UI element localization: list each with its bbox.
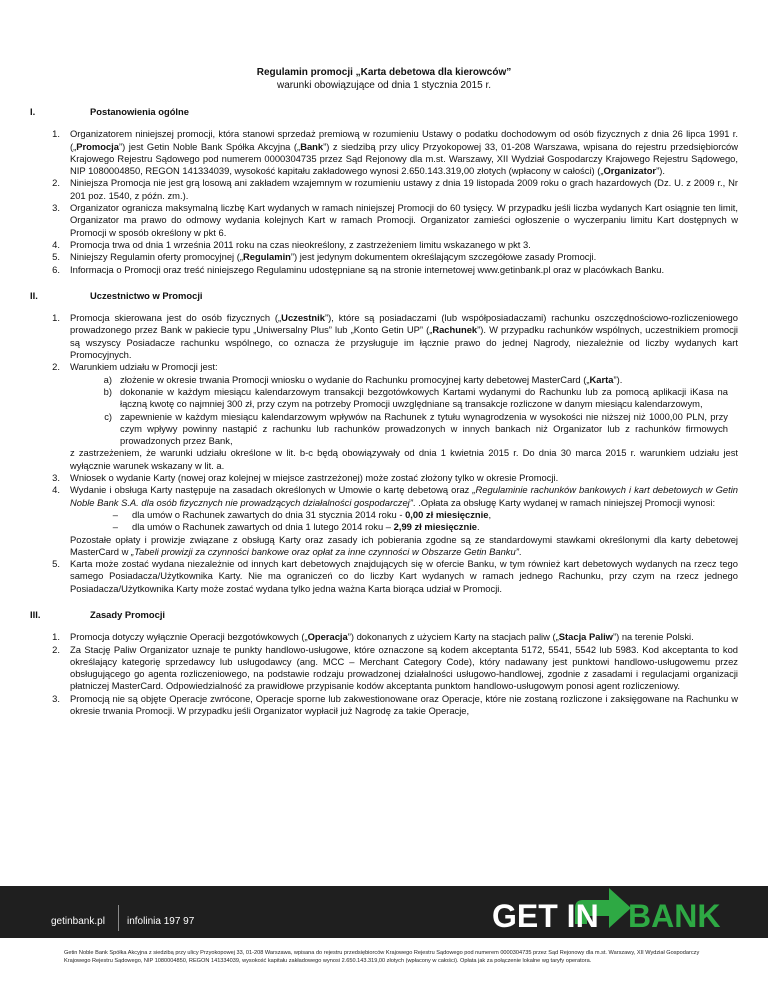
list-item (30, 631, 738, 643)
item-number: 5. (52, 558, 60, 570)
list-item (30, 128, 738, 177)
list-item (30, 239, 738, 251)
fee-text: dla umów o Rachunek zawartych do dnia 31 stycznia 2014 roku - 0,00 zł miesięcznie, (132, 508, 492, 520)
list-item (30, 558, 738, 595)
item-number: 6. (52, 263, 60, 275)
section-title: Zasady Promocji (90, 608, 166, 620)
list-item (30, 264, 738, 276)
dash-bullet: – (112, 521, 118, 533)
item-text: Organizatorem niniejszej promocji, która stanowi sprzedaż premiową w rozumieniu Ustawy o podatku dochodowym od osób fizycznych z dnia 26 lipca 1991 r. („Promocja”) jest Getin Noble Bank Spółka Akcyjna („Bank”) z siedzibą przy ulicy Przyokopowej 33, 01-208 Warszawa, wpisana do rejestru przedsiębiorców Krajowego Rejestru Sądowego pod numerem 0000304735 przez Sąd Rejonowy dla m.st. Warszawy, XII Wydział Gospodarczy Krajowego Rejestru Sądowego, NIP 1080004850, REGON 141334039, wysokość kapitału zakładowego wynosi 2.650.143.319,00 złotych (wpłacony w całości) („Organizator”). (70, 128, 738, 177)
sub-letter: c) (104, 410, 112, 422)
section-list (30, 128, 738, 276)
item-text: Karta może zostać wydana niezależnie od innych kart debetowych znajdujących się w ofercie Banku, w tym również kart debetowych wydanych na rzecz tego samego Posiadacza/Użytkownika Karty. Nie ma ograniczeń co do liczby Kart wydanych w ramach jednego Rachunku, przy czym na rzecz jednego Posiadacza/Użytkownika Karty może zostać wydana tylko jedna ważna Karta biorąca udział w Promocji. (70, 558, 738, 594)
section-heading (30, 290, 738, 302)
item-text: Promocja skierowana jest do osób fizycznych („Uczestnik”), które są posiadaczami (lub współposiadaczami) rachunku oszczędnościowo-rozliczeniowego prowadzonego przez Bank w pakiecie typu „Uniwersalny Plus” lub „Konto Getin UP” („Rachunek”). W przypadku rachunków wspólnych, uczestnikiem promocji są wszyscy Posiadacze rachunku wspólnego, co oznacza że przysługuje im łącznie prawo do jednej Nagrody, niezależnie od liczby wydanych kart Promocyjnych. (70, 312, 738, 361)
list-item (30, 644, 738, 693)
item-number: 2. (52, 361, 60, 373)
sub-letter: a) (103, 373, 112, 385)
sub-item (30, 374, 738, 386)
fees-paragraph: Pozostałe opłaty i prowizje związane z obsługą Karty oraz zasady ich pobierania zgodne są ze standardowymi stawkami określonymi dla karty debetowej MasterCard w „Tabeli prowizji za czynności bankowe oraz opłat za inne czynności w Obszarze Getin Banku”. (70, 533, 738, 557)
item-number: 5. (52, 251, 60, 263)
list-item (30, 693, 738, 718)
sub-text: zapewnienie w każdym miesiącu kalendarzowym wpływów na Rachunek z tytułu wynagrodzenia w wysokości nie niższej niż 1000,00 PLN, przy czym wpływy powinny nastąpić z rachunku lub rachunków prowadzonych w innych bankach niż Organizator lub z rachunków firmowych prowadzonych przez Bank, (120, 410, 728, 447)
section-heading (30, 106, 738, 118)
legal-notice: Getin Noble Bank Spółka Akcyjna z siedzibą przy ulicy Przyokopowej 33, 01-208 Warszawa, wpisana do rejestru przedsiębiorców Krajowego Rejestru Sądowego pod numerem 0000304735 przez Sąd Rejonowy dla m.st. Warszawy, XII Wydział Gospodarczy Krajowego Rejestru Sądowego, NIP 1080004850, REGON 141334039, wysokość kapitału zakładowego wynosi 2.650.143.319,00 złotych (wpłacony w całości). Opłata jak za połączenie lokalne wg taryfy operatora. (64, 950, 700, 964)
item-number: 1. (52, 312, 60, 324)
logo-text-primary: GET IN (492, 898, 599, 934)
dash-bullet: – (112, 508, 118, 520)
section-heading (30, 609, 738, 621)
section-number: II. (30, 289, 38, 301)
fee-line (30, 521, 738, 533)
item-text: Za Stację Paliw Organizator uznaje te punkty handlowo-usługowe, które oznaczone są kodem akceptanta 5172, 5541, 5542 lub 5983. Kod akceptanta to kod określający kategorię sprzedawcy lub usługodawcy (ang. MCC – Merchant Category Code), który nadawany jest punktowi handlowo-usługowemu przez obsługującego go agenta rozliczeniowego, na podstawie rodzaju prowadzonej działalności usługowo-handlowej, zgodnie z zasadami i regulacjami organizacji płatniczej MasterCard. Odpowiedzialność za prawidłowe przypisanie kodów akceptanta punktom handlowo-usługowym ponosi agent rozliczeniowy. (70, 643, 738, 692)
sub-item (30, 386, 738, 411)
fee-text: dla umów o Rachunek zawartych od dnia 1 lutego 2014 roku – 2,99 zł miesięcznie. (132, 521, 480, 533)
section-list (30, 631, 738, 717)
item-number: 3. (52, 692, 60, 704)
logo-text-secondary: BANK (628, 898, 721, 934)
item-text: Wydanie i obsługa Karty następuje na zasadach określonych w Umowie o kartę debetową oraz „Regulaminie rachunków bankowych i kart debetowych w Getin Noble Bank S.A. dla osób fizycznych nie prowadzących działalności gospodarczej”. .Opłata za obsługę Karty wydanej w ramach niniejszej Promocji wynosi: (70, 484, 738, 508)
restriction-paragraph: z zastrzeżeniem, że warunki udziału określone w lit. b-c będą obowiązywały od dnia 1 kwietnia 2015 r. Do dnia 30 marca 2015 r. warunkiem udziału jest wyłącznie warunek wskazany w lit. a. (70, 447, 738, 471)
item-number: 3. (52, 472, 60, 484)
item-number: 2. (52, 643, 60, 655)
item-number: 3. (52, 202, 60, 214)
footer-phone: infolinia 197 97 (127, 916, 195, 927)
item-text: Promocja dotyczy wyłącznie Operacji bezgotówkowych („Operacja”) dokonanych z użyciem Karty na stacjach paliw („Stacja Paliw”) na terenie Polski. (70, 631, 694, 643)
sub-text: złożenie w okresie trwania Promocji wniosku o wydanie do Rachunku promocyjnej karty debetowej MasterCard („Karta”). (120, 373, 623, 385)
item-number: 4. (52, 238, 60, 250)
item-text: Organizator ogranicza maksymalną liczbę Kart wydanych w ramach niniejszej Promocji do 60 tysięcy. W przypadku jeśli liczba wydanych Kart osiągnie ten limit, Organizator ma prawo do odmowy wydania kolejnych Kart w ramach Promocji. Organizator zamieści ogłoszenie o wyczerpaniu limitu Kart dostępnych w Promocji w sposób określony w pkt 6. (70, 202, 738, 238)
list-item (30, 361, 738, 373)
regulation-body (30, 66, 738, 717)
list-item (30, 202, 738, 239)
item-text: Promocją nie są objęte Operacje zwrócone, Operacje sporne lub zakwestionowane oraz Operacje, które nie zostaną rozliczone i zaksięgowane na Rachunku w okresie trwania Promocji. W przypadku jeśli Organizator wypłacił już Nagrodę za takie Operacje, (70, 692, 738, 717)
list-item (30, 177, 738, 202)
item-text: Promocja trwa od dnia 1 września 2011 roku na czas nieokreślony, z zastrzeżeniem limitu wskazanego w pkt 3. (70, 238, 531, 250)
list-item (30, 472, 738, 484)
item-number: 2. (52, 177, 60, 189)
list-item (30, 312, 738, 361)
item-text: Informacja o Promocji oraz treść niniejszego Regulaminu udostępniane są na stronie internetowej www.getinbank.pl oraz w placówkach Banku. (70, 263, 665, 275)
item-text: Wniosek o wydanie Karty (nowej oraz kolejnej w miejsce zastrzeżonej) może zostać złożony tylko w okresie Promocji. (70, 472, 559, 484)
section-number: I. (30, 106, 36, 117)
item-text: Niniejsza Promocja nie jest grą losową ani zakładem wzajemnym w rozumieniu ustawy z dnia 19 listopada 2009 roku o grach hazardowych (Dz. U. z 2009 r., Nr 201 poz. 1540, z późn. zm.). (70, 177, 738, 201)
sub-item (30, 411, 738, 448)
section-title: Postanowienia ogólne (90, 106, 189, 117)
item-number: 4. (52, 484, 60, 496)
footer-divider (118, 905, 119, 931)
section-list (30, 312, 738, 595)
item-text: Niniejszy Regulamin oferty promocyjnej („Regulamin”) jest jedynym dokumentem określającym szczegółowe zasady Promocji. (70, 251, 597, 263)
footer-site-link[interactable]: getinbank.pl (51, 916, 105, 927)
fee-line (30, 509, 738, 521)
list-item (30, 251, 738, 263)
sub-text: dokonanie w każdym miesiącu kalendarzowym transakcji bezgotówkowych Kartami wydanymi do Rachunku lub za pomocą aplikacji iKasa na łączną kwotę co najmniej 300 zł, przy czym na potrzeby Promocji uwzględniane są transakcje rozliczone w danym miesiącu kalendarzowym, (120, 385, 728, 410)
item-number: 1. (52, 631, 60, 643)
section-title: Uczestnictwo w Promocji (90, 289, 203, 301)
section-number: III. (30, 608, 41, 620)
document-title: Regulamin promocji „Karta debetowa dla kierowców” (256, 67, 512, 78)
document-subtitle: warunki obowiązujące od dnia 1 stycznia 2015 r. (276, 80, 492, 91)
sub-letter: b) (103, 385, 112, 397)
item-number: 1. (52, 128, 60, 140)
list-item (30, 484, 738, 509)
item-text: Warunkiem udziału w Promocji jest: (70, 361, 218, 373)
